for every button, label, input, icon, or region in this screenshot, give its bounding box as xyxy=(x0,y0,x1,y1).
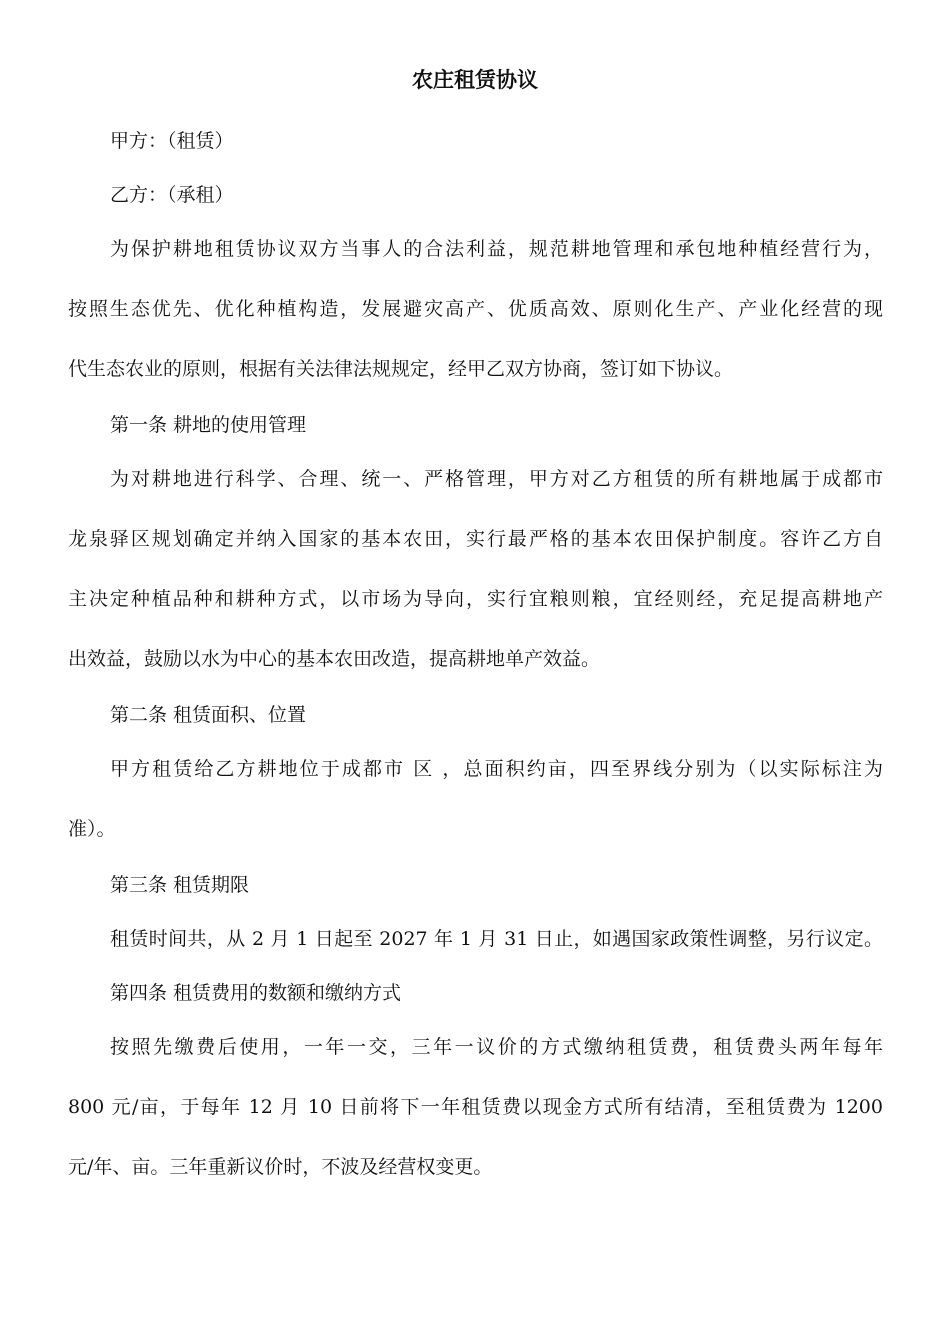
party-a-line: 甲方：（租赁） xyxy=(110,130,234,152)
preamble-line-3: 代生态农业的原则，根据有关法律法规规定，经甲乙双方协商，签订如下协议。 xyxy=(68,358,734,380)
article-3-line-1: 租赁时间共，从 2 月 1 日起至 2027 年 1 月 31 日止，如遇国家政策性调整，另行议定。 xyxy=(110,928,883,950)
article-1-line-3: 主决定种植品种和耕种方式，以市场为导向，实行宜粮则粮，宜经则经，充足提高耕地产 xyxy=(68,588,883,610)
article-1-heading: 第一条 耕地的使用管理 xyxy=(110,414,307,436)
article-4-heading: 第四条 租赁费用的数额和缴纳方式 xyxy=(110,982,402,1004)
preamble-line-1: 为保护耕地租赁协议双方当事人的合法利益，规范耕地管理和承包地种植经营行为， xyxy=(110,238,883,260)
article-4-line-3: 元/年、亩。三年重新议价时，不波及经营权变更。 xyxy=(68,1156,493,1178)
party-b-line: 乙方：（承租） xyxy=(110,184,234,206)
article-2-heading: 第二条 租赁面积、位置 xyxy=(110,704,307,726)
article-4-line-2: 800 元/亩，于每年 12 月 10 日前将下一年租赁费以现金方式所有结清，至租赁费为 1200 xyxy=(68,1096,883,1118)
article-1-line-1: 为对耕地进行科学、合理、统一、严格管理，甲方对乙方租赁的所有耕地属于成都市 xyxy=(110,468,883,490)
article-1-line-2: 龙泉驿区规划确定并纳入国家的基本农田，实行最严格的基本农田保护制度。容许乙方自 xyxy=(68,528,883,550)
article-2-line-1: 甲方租赁给乙方耕地位于成都市 区 ，总面积约亩，四至界线分别为（以实际标注为 xyxy=(110,758,883,780)
article-1-line-4: 出效益，鼓励以水为中心的基本农田改造，提高耕地单产效益。 xyxy=(68,648,601,670)
article-2-line-2: 准）。 xyxy=(68,818,116,840)
preamble-line-2: 按照生态优先、优化种植构造，发展避灾高产、优质高效、原则化生产、产业化经营的现 xyxy=(68,298,883,320)
article-4-line-1: 按照先缴费后使用，一年一交，三年一议价的方式缴纳租赁费，租赁费头两年每年 xyxy=(110,1036,883,1058)
document-title: 农庄租赁协议 xyxy=(412,68,538,92)
article-3-heading: 第三条 租赁期限 xyxy=(110,874,250,896)
